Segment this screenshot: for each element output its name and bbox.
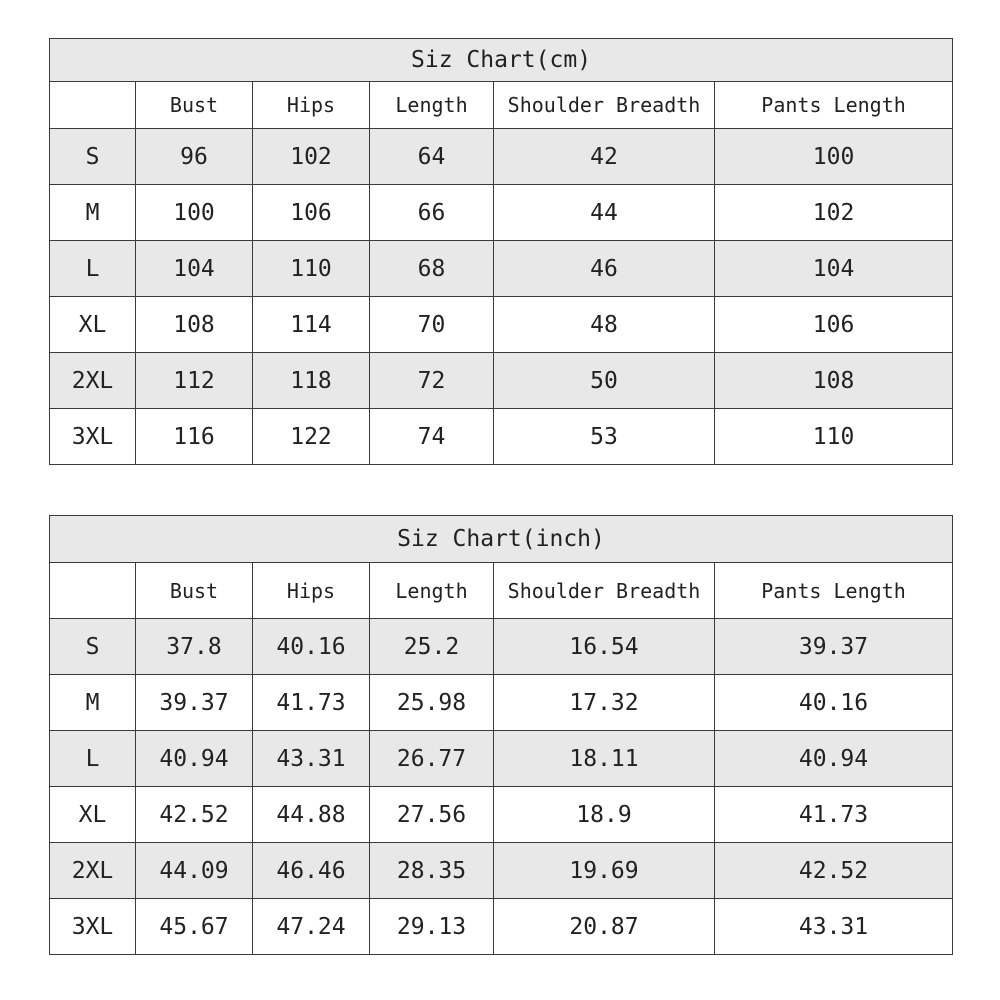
size-label-cell: L <box>50 241 136 297</box>
size-label-cell: XL <box>50 787 136 843</box>
measurement-cell: 42.52 <box>136 787 253 843</box>
column-header: Bust <box>136 82 253 129</box>
measurement-cell: 27.56 <box>370 787 494 843</box>
measurement-cell: 48 <box>494 297 715 353</box>
column-header: Length <box>370 563 494 619</box>
table-row <box>50 619 953 675</box>
measurement-cell: 20.87 <box>494 899 715 955</box>
measurement-cell: 108 <box>136 297 253 353</box>
measurement-cell: 26.77 <box>370 731 494 787</box>
measurement-cell: 40.16 <box>715 675 953 731</box>
column-header: Shoulder Breadth <box>494 82 715 129</box>
size-chart-cm-table <box>49 38 953 465</box>
measurement-cell: 41.73 <box>715 787 953 843</box>
measurement-cell: 72 <box>370 353 494 409</box>
measurement-cell: 74 <box>370 409 494 465</box>
measurement-cell: 122 <box>253 409 370 465</box>
measurement-cell: 40.94 <box>136 731 253 787</box>
measurement-cell: 112 <box>136 353 253 409</box>
table-row <box>50 787 953 843</box>
size-label-cell: S <box>50 619 136 675</box>
size-label-cell: 3XL <box>50 409 136 465</box>
measurement-cell: 18.9 <box>494 787 715 843</box>
size-label-cell: L <box>50 731 136 787</box>
table-row <box>50 409 953 465</box>
measurement-cell: 39.37 <box>715 619 953 675</box>
measurement-cell: 108 <box>715 353 953 409</box>
measurement-cell: 28.35 <box>370 843 494 899</box>
table-row <box>50 129 953 185</box>
measurement-cell: 106 <box>253 185 370 241</box>
measurement-cell: 44 <box>494 185 715 241</box>
table-row <box>50 675 953 731</box>
size-label-cell: 2XL <box>50 353 136 409</box>
measurement-cell: 100 <box>715 129 953 185</box>
column-header: Hips <box>253 82 370 129</box>
measurement-cell: 114 <box>253 297 370 353</box>
column-header: Length <box>370 82 494 129</box>
size-label-cell: M <box>50 675 136 731</box>
size-label-cell: XL <box>50 297 136 353</box>
header-size-cell <box>50 82 136 129</box>
measurement-cell: 118 <box>253 353 370 409</box>
column-header: Pants Length <box>715 563 953 619</box>
table-title-row <box>50 516 953 563</box>
column-header: Hips <box>253 563 370 619</box>
table-title: Siz Chart(inch) <box>50 516 953 563</box>
measurement-cell: 41.73 <box>253 675 370 731</box>
measurement-cell: 44.09 <box>136 843 253 899</box>
column-header: Pants Length <box>715 82 953 129</box>
measurement-cell: 16.54 <box>494 619 715 675</box>
size-label-cell: 3XL <box>50 899 136 955</box>
size-chart-inch-table <box>49 515 953 955</box>
measurement-cell: 110 <box>715 409 953 465</box>
table-header-row <box>50 82 953 129</box>
measurement-cell: 39.37 <box>136 675 253 731</box>
measurement-cell: 110 <box>253 241 370 297</box>
table-row <box>50 353 953 409</box>
measurement-cell: 19.69 <box>494 843 715 899</box>
measurement-cell: 42.52 <box>715 843 953 899</box>
table-row <box>50 731 953 787</box>
measurement-cell: 18.11 <box>494 731 715 787</box>
table-title: Siz Chart(cm) <box>50 39 953 82</box>
measurement-cell: 44.88 <box>253 787 370 843</box>
measurement-cell: 29.13 <box>370 899 494 955</box>
measurement-cell: 116 <box>136 409 253 465</box>
table-row <box>50 241 953 297</box>
measurement-cell: 104 <box>136 241 253 297</box>
measurement-cell: 40.16 <box>253 619 370 675</box>
measurement-cell: 68 <box>370 241 494 297</box>
table-row <box>50 843 953 899</box>
measurement-cell: 45.67 <box>136 899 253 955</box>
measurement-cell: 37.8 <box>136 619 253 675</box>
measurement-cell: 47.24 <box>253 899 370 955</box>
measurement-cell: 53 <box>494 409 715 465</box>
measurement-cell: 70 <box>370 297 494 353</box>
table-title-row <box>50 39 953 82</box>
measurement-cell: 102 <box>253 129 370 185</box>
measurement-cell: 43.31 <box>715 899 953 955</box>
table-row <box>50 185 953 241</box>
measurement-cell: 17.32 <box>494 675 715 731</box>
measurement-cell: 43.31 <box>253 731 370 787</box>
measurement-cell: 46 <box>494 241 715 297</box>
table-row <box>50 899 953 955</box>
header-size-cell <box>50 563 136 619</box>
size-label-cell: M <box>50 185 136 241</box>
measurement-cell: 46.46 <box>253 843 370 899</box>
measurement-cell: 102 <box>715 185 953 241</box>
size-label-cell: S <box>50 129 136 185</box>
measurement-cell: 104 <box>715 241 953 297</box>
table-header-row <box>50 563 953 619</box>
measurement-cell: 96 <box>136 129 253 185</box>
measurement-cell: 50 <box>494 353 715 409</box>
measurement-cell: 40.94 <box>715 731 953 787</box>
measurement-cell: 64 <box>370 129 494 185</box>
column-header: Bust <box>136 563 253 619</box>
table-row <box>50 297 953 353</box>
measurement-cell: 42 <box>494 129 715 185</box>
measurement-cell: 100 <box>136 185 253 241</box>
column-header: Shoulder Breadth <box>494 563 715 619</box>
size-label-cell: 2XL <box>50 843 136 899</box>
measurement-cell: 66 <box>370 185 494 241</box>
measurement-cell: 25.98 <box>370 675 494 731</box>
measurement-cell: 106 <box>715 297 953 353</box>
measurement-cell: 25.2 <box>370 619 494 675</box>
